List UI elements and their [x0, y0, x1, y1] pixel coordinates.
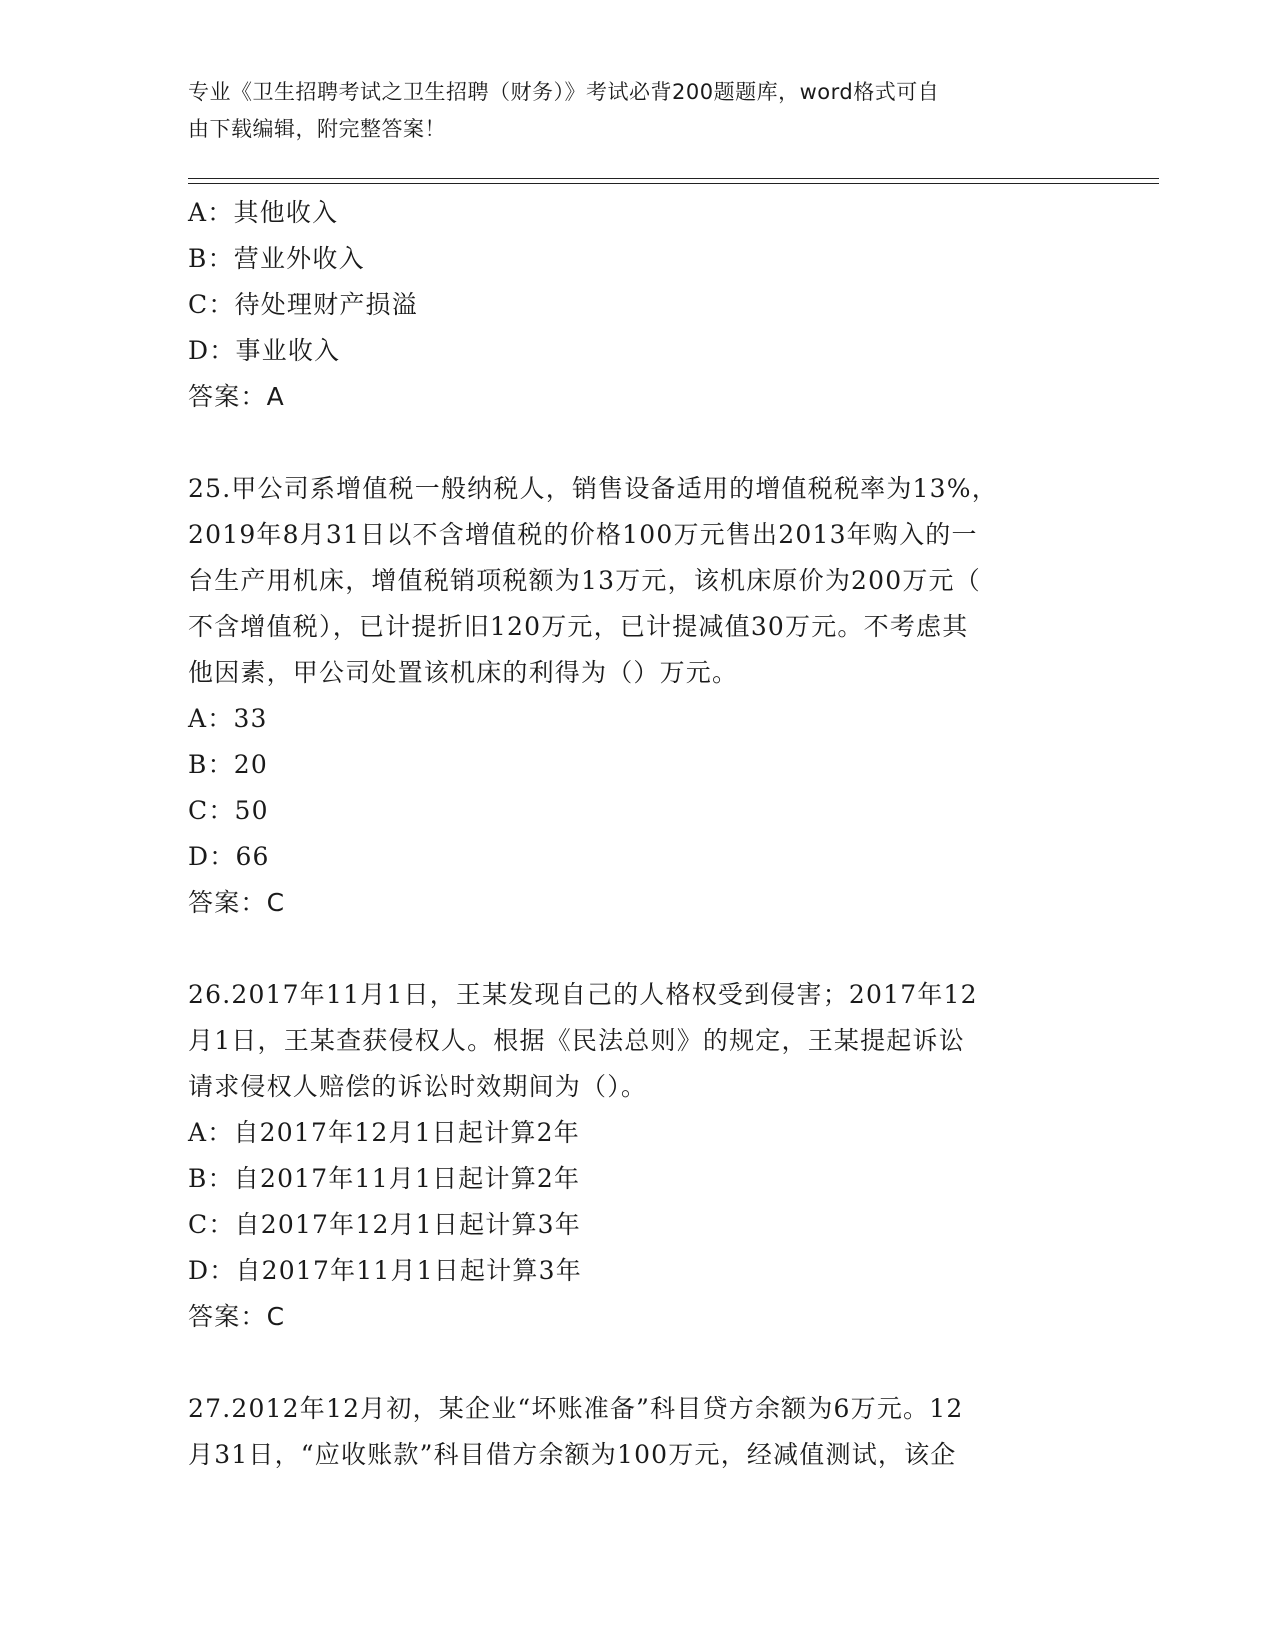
question-stem-line: 月31日，“应收账款”科目借方余额为100万元，经减值测试，该企	[188, 1440, 957, 1469]
answer: 答案：C	[188, 1302, 286, 1331]
header-line-1: 专业《卫生招聘考试之卫生招聘（财务）》考试必背200题题库，word格式可自	[188, 80, 940, 104]
question-27	[188, 1386, 1088, 1478]
question-26	[188, 972, 1088, 1340]
header-rule-top	[188, 178, 1159, 179]
header-rule-bottom	[188, 183, 1159, 184]
option-a: A：其他收入	[188, 198, 339, 227]
option-d: D：66	[188, 842, 270, 871]
header-line-2: 由下载编辑，附完整答案！	[188, 117, 446, 141]
document-body	[188, 190, 1088, 1478]
option-a: A：33	[188, 704, 268, 733]
question-25	[188, 466, 1088, 926]
option-c: C：待处理财产损溢	[188, 290, 418, 319]
question-stem-line: 月1日，王某查获侵权人。根据《民法总则》的规定，王某提起诉讼	[188, 1026, 965, 1055]
document-header	[188, 74, 1088, 148]
option-b: B：20	[188, 750, 268, 779]
question-stem-line: 请求侵权人赔偿的诉讼时效期间为（）。	[188, 1072, 648, 1101]
question-stem-line: 26.2017年11月1日，王某发现自己的人格权受到侵害；2017年12	[188, 980, 978, 1009]
question-stem-line: 他因素，甲公司处置该机床的利得为（）万元。	[188, 658, 739, 687]
option-c: C：50	[188, 796, 269, 825]
answer: 答案：C	[188, 888, 286, 917]
option-d: D：事业收入	[188, 336, 341, 365]
question-stem-line: 27.2012年12月初，某企业“坏账准备”科目贷方余额为6万元。12	[188, 1394, 964, 1423]
option-a: A：自2017年12月1日起计算2年	[188, 1118, 580, 1147]
option-b: B：营业外收入	[188, 244, 365, 273]
option-c: C：自2017年12月1日起计算3年	[188, 1210, 581, 1239]
question-stem-line: 25.甲公司系增值税一般纳税人，销售设备适用的增值税税率为13%，	[188, 474, 998, 503]
question-stem-line: 不含增值税），已计提折旧120万元，已计提减值30万元。不考虑其	[188, 612, 969, 641]
question-stem-line: 2019年8月31日以不含增值税的价格100万元售出2013年购入的一	[188, 520, 978, 549]
answer: 答案：A	[188, 382, 285, 411]
prev-question	[188, 190, 1088, 420]
option-b: B：自2017年11月1日起计算2年	[188, 1164, 581, 1193]
option-d: D：自2017年11月1日起计算3年	[188, 1256, 582, 1285]
question-stem-line: 台生产用机床，增值税销项税额为13万元，该机床原价为200万元（	[188, 566, 981, 595]
